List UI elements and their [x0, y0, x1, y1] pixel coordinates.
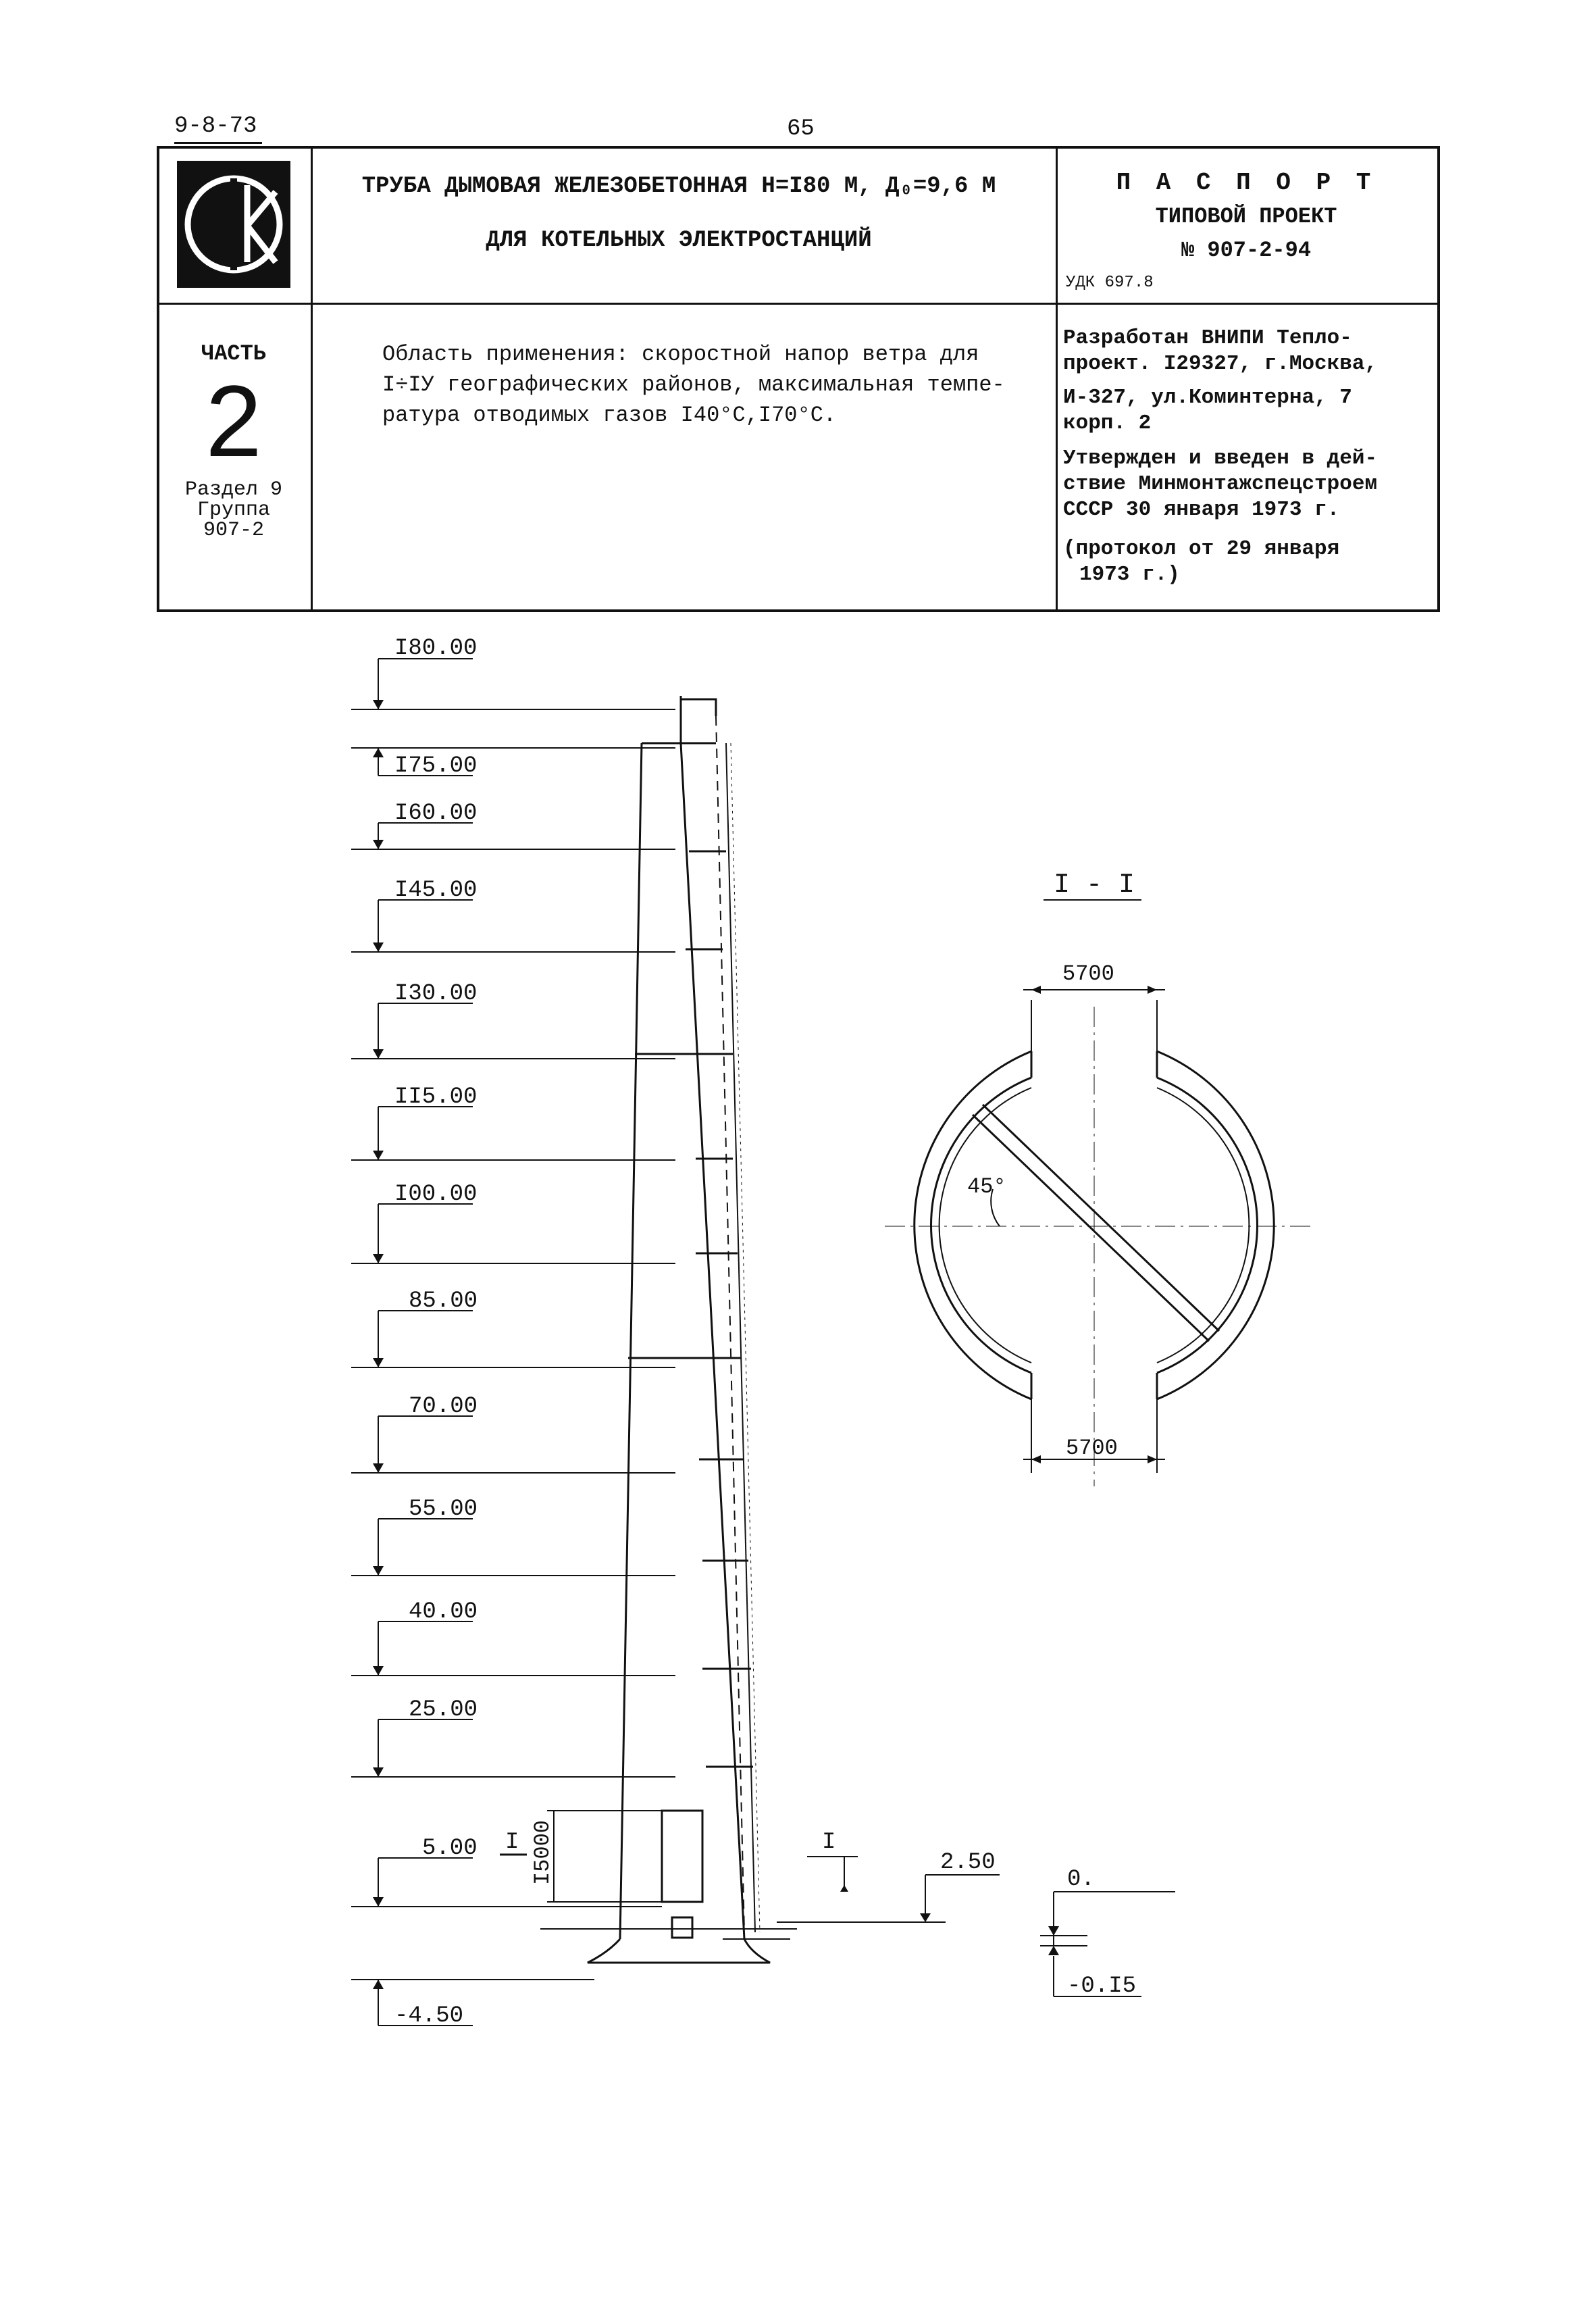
elevation-label: 55.00	[409, 1496, 478, 1522]
elevation-label: I00.00	[394, 1182, 478, 1207]
angle-label: 45°	[967, 1174, 1006, 1199]
part-number: 2	[205, 364, 262, 478]
developer-line: Разработан ВНИПИ Тепло-	[1063, 326, 1352, 350]
developer-line: проект. I29327, г.Москва,	[1063, 352, 1378, 376]
section-title: I - I	[1054, 870, 1135, 901]
approval-line: ствие Минмонтажспецстроем	[1063, 472, 1378, 496]
part-label: ЧАСТЬ	[201, 341, 266, 366]
passport-heading: П А С П О Р Т	[1116, 169, 1376, 197]
platforms	[628, 743, 753, 1767]
approval-line: Утвержден и введен в дей-	[1063, 447, 1378, 470]
title-line-1: ТРУБА ДЫМОВАЯ ЖЕЛЕЗОБЕТОННАЯ Н=I80 М, Д₀=9,6 М	[361, 174, 996, 199]
elevation-label: I75.00	[394, 753, 478, 779]
developer-line: корп. 2	[1063, 411, 1152, 435]
project-type: ТИПОВОЙ ПРОЕКТ	[1155, 204, 1337, 229]
section-label: Раздел 9	[184, 478, 283, 501]
elevation-label: I80.00	[394, 636, 478, 661]
document-code: 9-8-73	[174, 114, 257, 139]
opening-height-dimension	[547, 1811, 662, 1902]
application-line: I÷IУ географических районов, максимальная темпе-	[382, 372, 1005, 397]
group-number: 907-2	[203, 519, 264, 542]
approval-line: СССР 30 января 1973 г.	[1063, 498, 1340, 522]
protocol-line: (протокол от 29 января	[1063, 537, 1340, 561]
developer-line: И-327, ул.Коминтерна, 7	[1063, 386, 1352, 409]
section-cut-mark-right: I	[822, 1830, 836, 1855]
elevation-label: 40.00	[409, 1599, 478, 1625]
chimney-elevation	[540, 696, 797, 1963]
elevation-label: II5.00	[394, 1084, 478, 1110]
section-cut-mark: I	[505, 1830, 519, 1855]
elevation-label: 5.00	[422, 1836, 478, 1861]
project-number: № 907-2-94	[1181, 238, 1312, 263]
elevation-label: 25.00	[409, 1697, 478, 1723]
udk-code: УДК 697.8	[1066, 274, 1154, 292]
ground-mark-label: -0.I5	[1067, 1973, 1137, 1999]
group-label: Группа	[197, 499, 271, 522]
elevation-label: -4.50	[394, 2003, 464, 2029]
elevation-label: 70.00	[409, 1394, 478, 1419]
ground-mark-label: 2.50	[940, 1850, 996, 1876]
ground-mark-arrows	[840, 1885, 1059, 1955]
application-line: Область применения: скоростной напор ветра для	[382, 342, 979, 367]
elevation-label: I30.00	[394, 981, 478, 1007]
opening-width-top: 5700	[1062, 961, 1114, 986]
opening-width-bottom: 5700	[1066, 1436, 1118, 1461]
elevation-label: I45.00	[394, 878, 478, 903]
opening-height-label: I5000	[530, 1819, 555, 1885]
page-number: 65	[787, 116, 815, 142]
protocol-line: 1973 г.)	[1079, 563, 1180, 586]
title-line-2: ДЛЯ КОТЕЛЬНЫХ ЭЛЕКТРОСТАНЦИЙ	[486, 228, 872, 253]
elevation-marks	[351, 659, 675, 2026]
elevation-label: 85.00	[409, 1288, 478, 1314]
cross-section	[885, 990, 1310, 1486]
application-line: ратура отводимых газов I40°С,I70°С.	[382, 403, 837, 428]
elevation-label: I60.00	[394, 801, 478, 826]
ground-mark-label: 0.	[1067, 1867, 1095, 1892]
